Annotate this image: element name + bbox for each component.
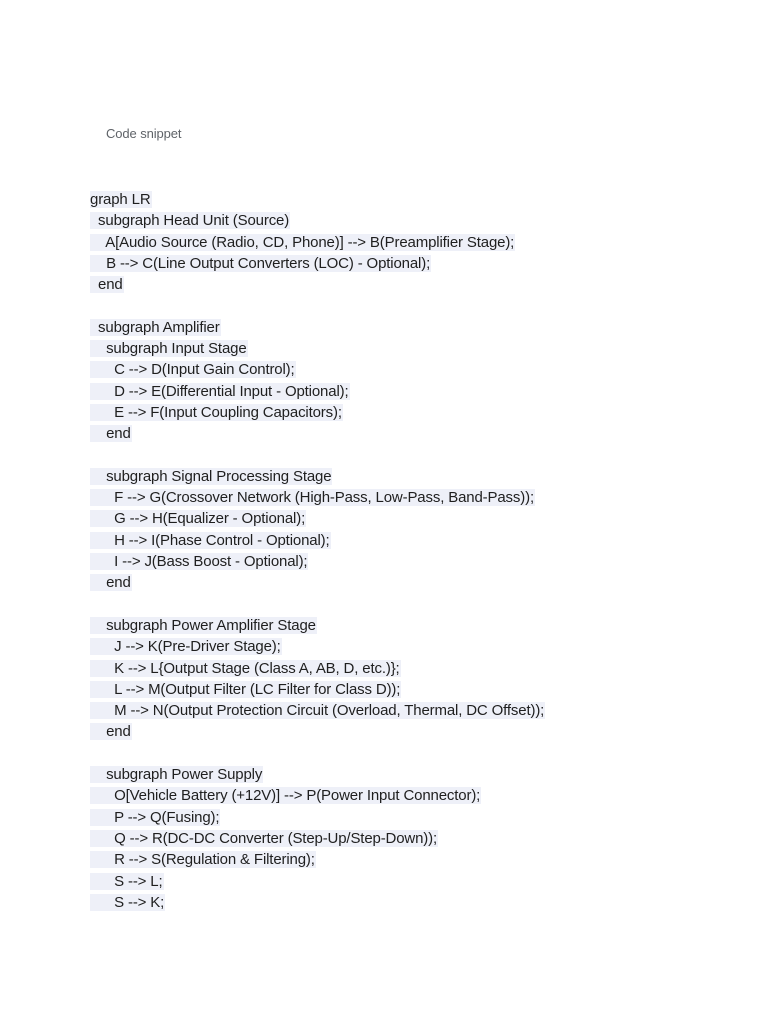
code-line (90, 615, 690, 636)
code-line-text: G --> H(Equalizer - Optional); (90, 510, 306, 528)
code-line (90, 508, 690, 529)
code-line-text: subgraph Input Stage (90, 340, 247, 358)
code-line (90, 572, 690, 593)
code-line (90, 423, 690, 444)
code-line-text: M --> N(Output Protection Circuit (Overload, Thermal, DC Offset)); (90, 702, 545, 720)
code-line-text: subgraph Amplifier (90, 318, 220, 336)
code-line-text: subgraph Signal Processing Stage (90, 467, 332, 485)
code-line (90, 807, 690, 828)
code-line-text: end (90, 723, 131, 741)
code-line (90, 658, 690, 679)
code-line-text: L --> M(Output Filter (LC Filter for Class D)); (90, 680, 401, 698)
code-line-text: S --> L; (90, 872, 163, 890)
code-line (90, 636, 690, 657)
code-line-text: E --> F(Input Coupling Capacitors); (90, 403, 342, 421)
code-line (90, 189, 690, 210)
code-line-text: F --> G(Crossover Network (High-Pass, Low-Pass, Band-Pass)); (90, 489, 534, 507)
code-line (90, 530, 690, 551)
code-line (90, 295, 690, 316)
code-line-text: H --> I(Phase Control - Optional); (90, 531, 330, 549)
code-line (90, 381, 690, 402)
code-line (90, 551, 690, 572)
code-line (90, 466, 690, 487)
code-line (90, 785, 690, 806)
code-line (90, 359, 690, 380)
code-line-text: graph LR (90, 191, 151, 208)
code-line (90, 210, 690, 231)
code-line-text: P --> Q(Fusing); (90, 808, 220, 826)
code-line-text: end (90, 276, 123, 294)
code-line (90, 828, 690, 849)
code-line (90, 253, 690, 274)
code-line (90, 849, 690, 870)
code-line (90, 232, 690, 253)
code-line-text: B --> C(Line Output Converters (LOC) - Optional); (90, 254, 431, 272)
code-line-text: K --> L{Output Stage (Class A, AB, D, etc.)}; (90, 659, 400, 677)
code-line (90, 700, 690, 721)
code-line (90, 487, 690, 508)
code-line-text: C --> D(Input Gain Control); (90, 361, 295, 379)
code-line-text: D --> E(Differential Input - Optional); (90, 382, 349, 400)
code-block (90, 189, 690, 913)
code-line-text: A[Audio Source (Radio, CD, Phone)] --> B(Preamplifier Stage); (90, 233, 515, 251)
code-line (90, 892, 690, 913)
code-line (90, 274, 690, 295)
code-line (90, 317, 690, 338)
code-line (90, 871, 690, 892)
code-snippet-label: Code snippet (106, 126, 182, 141)
code-line (90, 402, 690, 423)
code-line (90, 764, 690, 785)
code-line-text: S --> K; (90, 893, 165, 911)
code-line (90, 594, 690, 615)
code-line-text: subgraph Head Unit (Source) (90, 212, 290, 230)
code-line-text: Q --> R(DC-DC Converter (Step-Up/Step-Down)); (90, 829, 438, 847)
code-line (90, 721, 690, 742)
code-line-text: O[Vehicle Battery (+12V)] --> P(Power Input Connector); (90, 787, 481, 805)
code-line-text: subgraph Power Amplifier Stage (90, 616, 316, 634)
code-line (90, 445, 690, 466)
code-line-text: J --> K(Pre-Driver Stage); (90, 638, 281, 656)
code-line-text: I --> J(Bass Boost - Optional); (90, 553, 308, 571)
code-line-text: R --> S(Regulation & Filtering); (90, 851, 315, 869)
code-line (90, 743, 690, 764)
code-line (90, 679, 690, 700)
code-line-text: end (90, 425, 131, 443)
code-line (90, 338, 690, 359)
code-line-text: subgraph Power Supply (90, 766, 263, 784)
code-line-text: end (90, 574, 131, 592)
